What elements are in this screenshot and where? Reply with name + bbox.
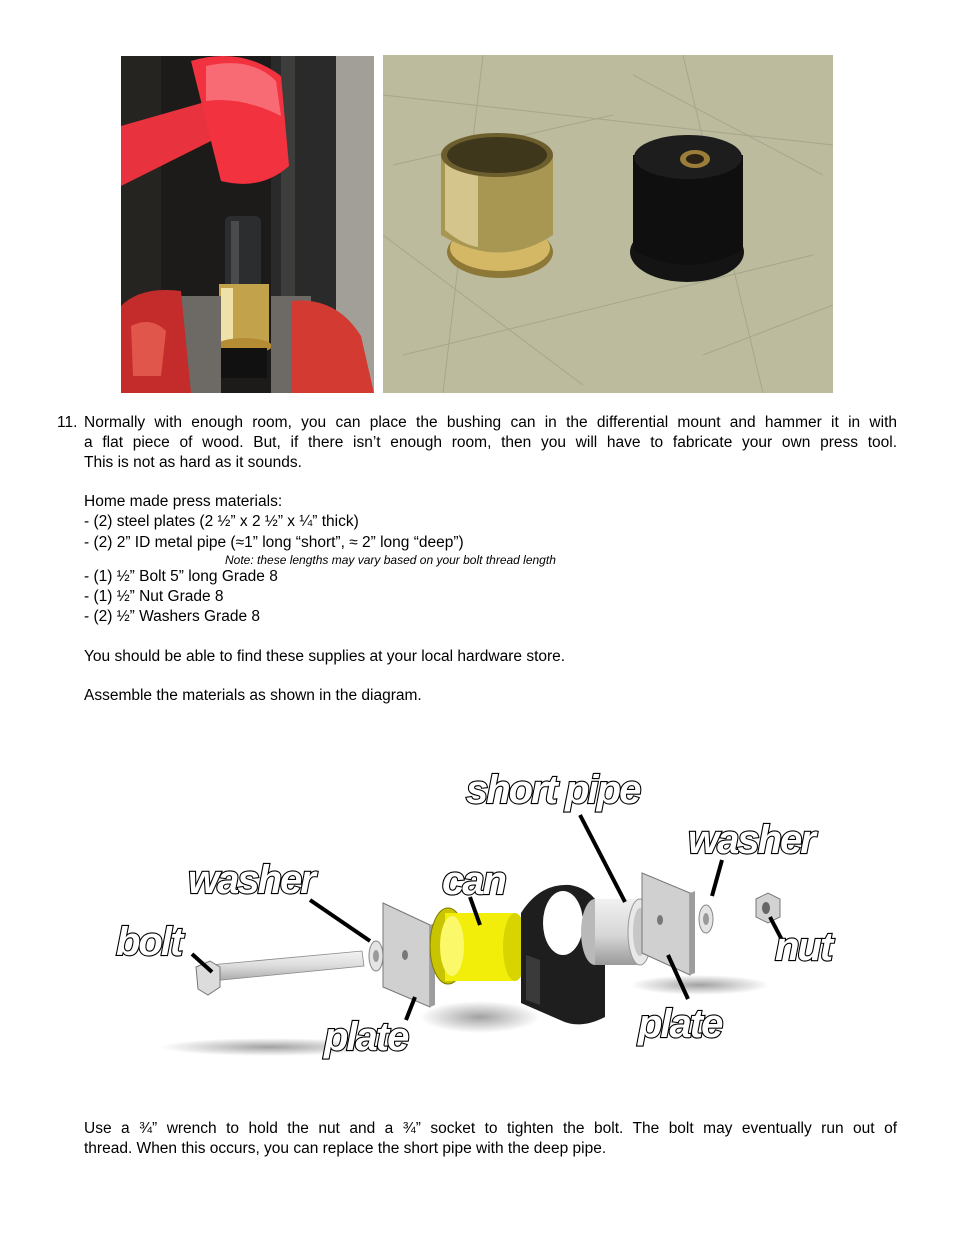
assemble-text: Assemble the materials as shown in the diagram. xyxy=(84,687,422,704)
label-plate-left: plate xyxy=(324,1015,408,1059)
closing-line2: thread. When this occurs, you can replace the short pipe with the deep pipe. xyxy=(84,1140,607,1157)
label-washer-right: washer xyxy=(688,818,814,862)
label-plate-right: plate xyxy=(638,1002,722,1046)
plate-right-edge xyxy=(690,891,695,975)
step-paragraph-line3: This is not as hard as it sounds. xyxy=(84,454,302,471)
assembly-diagram xyxy=(100,755,860,1075)
label-short-pipe: short pipe xyxy=(466,768,640,812)
label-can: can xyxy=(442,859,505,903)
step-number: 11. xyxy=(57,414,78,431)
nut-hole xyxy=(762,902,770,914)
step-paragraph-line2: a flat piece of wood. But, if there isn’t enough room, then you will have to fabricate your own press tool. xyxy=(84,434,897,451)
materials-note: Note: these lengths may vary based on your bolt thread length xyxy=(225,553,556,567)
leader-washer-right xyxy=(712,860,722,896)
photo-can-bushing-image xyxy=(383,55,833,393)
materials-item-bolt: - (1) ½” Bolt 5” long Grade 8 xyxy=(84,568,278,585)
materials-item-pipe: - (2) 2” ID metal pipe (≈1” long “short”, ≈ 2” long “deep”) xyxy=(84,534,464,551)
bushing-highlight xyxy=(526,955,540,1005)
photo-hammer-vise xyxy=(121,56,374,393)
washer-right-hole xyxy=(703,913,709,925)
materials-item-nut: - (1) ½” Nut Grade 8 xyxy=(84,588,224,605)
washer-left-hole xyxy=(373,950,379,962)
photo-hammer-vise-image xyxy=(121,56,374,393)
closing-paragraph xyxy=(84,1119,897,1159)
step-paragraph-line1: Normally with enough room, you can place the bushing can in the differential mount and hammer it in with xyxy=(84,414,897,431)
plate-right xyxy=(642,873,690,975)
leader-short-pipe xyxy=(580,815,625,902)
bushing-hole xyxy=(543,891,583,955)
can-inner xyxy=(440,916,464,976)
shadow-right xyxy=(630,975,770,995)
shadow-plate xyxy=(420,1001,540,1033)
plate-left-hole xyxy=(402,950,408,960)
materials-item-plates: - (2) steel plates (2 ½” x 2 ½” x ¼” thick) xyxy=(84,513,359,530)
label-bolt: bolt xyxy=(116,920,182,964)
step-paragraph xyxy=(84,413,897,473)
leader-washer-left xyxy=(310,900,370,941)
supplies-text: You should be able to find these supplies at your local hardware store. xyxy=(84,648,566,665)
label-nut: nut xyxy=(775,925,832,969)
photo-can-bushing xyxy=(383,55,833,393)
materials-heading: Home made press materials: xyxy=(84,493,283,510)
materials-item-washers: - (2) ½” Washers Grade 8 xyxy=(84,608,261,625)
bolt-shaft xyxy=(210,951,364,981)
closing-line1: Use a ¾” wrench to hold the nut and a ¾” socket to tighten the bolt. The bolt may eventually run out of xyxy=(84,1120,897,1137)
label-washer-left: washer xyxy=(188,858,314,902)
plate-right-hole xyxy=(657,915,663,925)
